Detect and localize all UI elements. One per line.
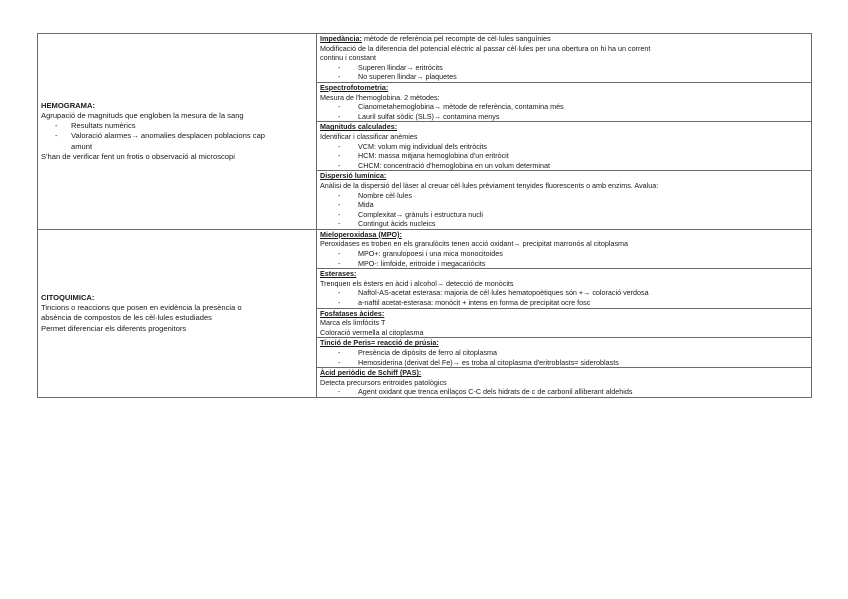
citoquimica-line: absència de compostos de les cèl·lules estudiades	[41, 313, 212, 323]
section-line: Mesura de l'hemoglobina. 2 mètodes:	[320, 92, 440, 102]
section-bullet: - Nombre cèl·lules	[338, 190, 412, 200]
section-dispersio-luminica	[317, 171, 812, 230]
section-bullet: - Agent oxidant que trenca enllaços C-C dels hidrats de c de carbonil alliberant aldehids	[338, 387, 633, 397]
citoquimica-line: Tincions o reaccions que posen en evidència la presència o	[41, 303, 242, 313]
section-title: Mieloperoxidasa (MPO):	[320, 229, 402, 239]
section-title: Espectrofotometria:	[320, 82, 389, 92]
section-title: Magnituds calculades:	[320, 122, 398, 132]
hemograma-cell	[38, 34, 317, 230]
hemograma-bullet: - Resultats numèrics	[55, 121, 136, 131]
section-line: Trenquen els èsters en àcid i alcohol→ detecció de monòcits	[320, 278, 514, 288]
hemograma-description: Agrupació de magnituds que engloben la mesura de la sang	[41, 110, 244, 120]
section-acid-periodic-schiff	[317, 368, 812, 398]
section-impedancia: Impedància: mètode de referència pel recompte de cèl·lules sanguínies Modificació de la diferencia del potencial elèctric al passar cèl·lules per una obertura on hi ha un corrent continu i constant - Superen llindar→ eritròcits - No superen llindar→ plaquetes	[317, 34, 812, 83]
hemograma-row-impedancia	[38, 34, 812, 83]
section-bullet: - MPO-: limfoide, eritroide i megacariòcits	[338, 258, 486, 268]
section-bullet: - Presència de dipòsits de ferro al citoplasma	[338, 348, 498, 357]
section-espectrofotometria	[317, 82, 812, 121]
section-mieloperoxidasa	[317, 229, 812, 268]
section-line: Coloració vermella al citoplasma	[320, 327, 424, 337]
citoquimica-cell	[38, 229, 317, 397]
section-line: Peroxidases es troben en els granulòcits tenen acció oxidant→ precipitat marronós al citoplasma	[320, 239, 629, 249]
section-bullet: - VCM: volum mig individual dels eritròcits	[338, 141, 488, 151]
citoquimica-heading: CITOQUIMICA:	[41, 292, 95, 302]
section-bullet: - Complexitat→ grànuls i estructura nucli	[338, 209, 484, 219]
citoquimica-row-mpo	[38, 229, 812, 268]
section-bullet: - Lauril sulfat sòdic (SLS)→ contamina menys	[338, 111, 500, 121]
section-title: Impedància:	[320, 34, 362, 43]
section-bullet: - Mida	[338, 200, 374, 210]
section-bullet: - No superen llindar→ plaquetes	[338, 72, 457, 82]
section-line: continu i constant	[320, 53, 376, 63]
section-bullet: - Contingut àcids nucleics	[338, 219, 436, 229]
section-title: Esterases:	[320, 269, 357, 279]
section-bullet: - Naftol-AS-acetat esterasa: majoria de cèl·lules hematopoètiques són +→ coloració verdosa	[338, 288, 649, 298]
section-bullet: - a-naftil acetat-esterasa: monòcit + intens en forma de precipitat ocre fosc	[338, 298, 591, 308]
section-title: Dispersió lumínica:	[320, 171, 387, 181]
section-bullet: - Cianometahemoglobina→ mètode de referència, contamina més	[338, 102, 564, 112]
section-line: Detecta precursors eritroides patològics	[320, 377, 447, 387]
section-esterases	[317, 269, 812, 308]
section-bullet: - Superen llindar→ eritròcits	[338, 62, 443, 72]
section-title: Tinció de Peris= reacció de prúsia:	[320, 338, 439, 348]
section-bullet: - HCM: massa mitjana hemoglobina d'un eritròcit	[338, 151, 509, 161]
section-title: Fosfatases àcides:	[320, 308, 385, 318]
section-fosfatases-acides	[317, 308, 812, 338]
section-bullet: - Hemosiderina (derivat del Fe)→ es troba al citoplasma d'eritroblasts= sideroblasts	[338, 357, 619, 367]
section-line: Modificació de la diferencia del potencial elèctric al passar cèl·lules per una obertura on hi ha un corrent	[320, 43, 651, 53]
section-line: Marca els limfòcits T	[320, 318, 386, 328]
section-bullet: - MPO+: granulopoesi i una mica monocitoides	[338, 249, 503, 259]
section-magnituds-calculades	[317, 122, 812, 171]
section-title: Àcid periòdic de Schiff (PAS):	[320, 368, 422, 378]
section-line: Identificar i classificar anèmies	[320, 131, 418, 141]
notes-table	[37, 33, 812, 398]
section-line: Anàlisi de la dispersió del làser al creuar cèl·lules prèviament tenyides fluorescents o amb enzims. Avalua:	[320, 180, 659, 190]
section-bullet: - CHCM: concentració d'hemoglobina en un volum determinat	[338, 160, 550, 170]
citoquimica-line: Permet diferenciar els diferents progenitors	[41, 323, 187, 333]
hemograma-note: S'han de verificar fent un frotis o observació al microscopi	[41, 152, 235, 162]
hemograma-bullet: - Valoració alarmes→ anomalies desplacen poblacions cap amunt	[55, 131, 266, 151]
hemograma-heading: HEMOGRAMA:	[41, 100, 95, 110]
section-tincio-peris	[317, 338, 812, 368]
